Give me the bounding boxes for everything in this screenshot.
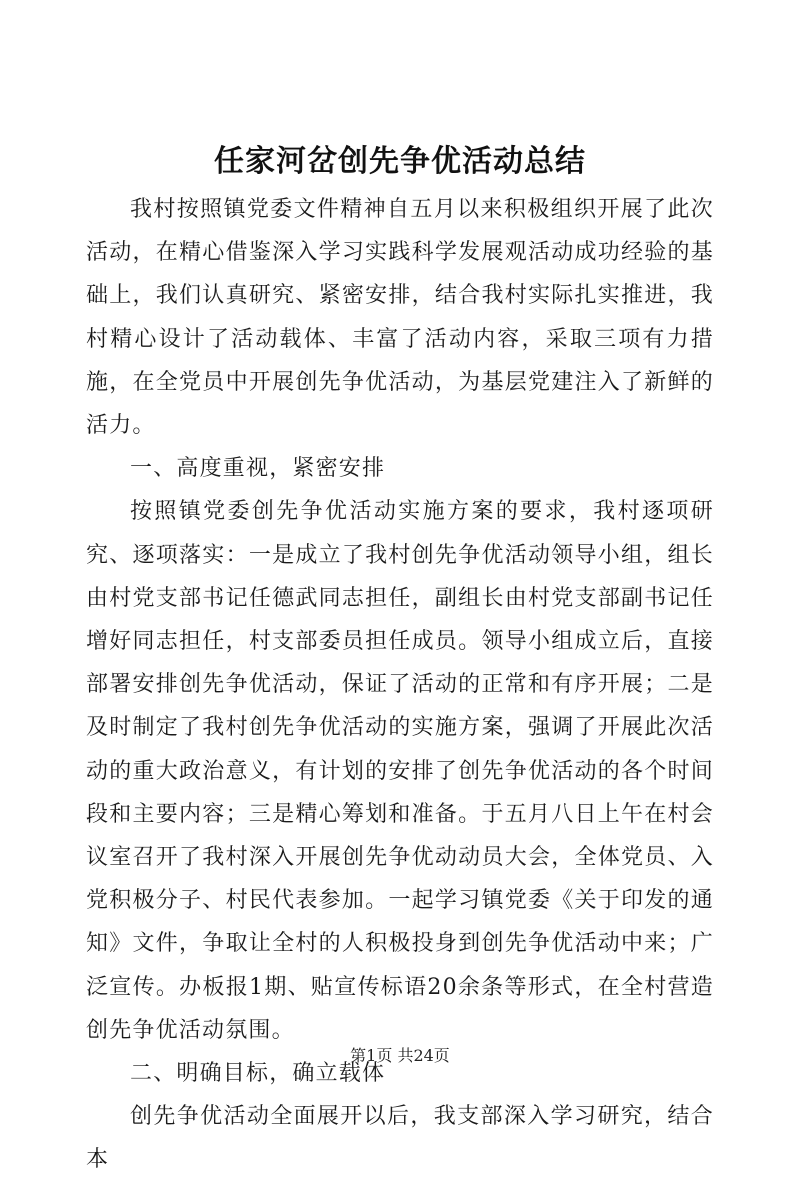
paragraph-intro: 我村按照镇党委文件精神自五月以来积极组织开展了此次活动，在精心借鉴深入学习实践科学发展观活动成功经验的基础上，我们认真研究、紧密安排，结合我村实际扎实推进，我村精心设计了活动载体、丰富了活动内容，采取三项有力措施，在全党员中开展创先争优活动，为基层党建注入了新鲜的活力。 — [86, 197, 714, 439]
document-title: 任家河岔创先争优活动总结 — [214, 144, 586, 179]
document-body — [86, 188, 714, 1182]
page-number-footer: 第1页 共24页 — [350, 1046, 450, 1065]
section-heading-1: 一、高度重视，紧密安排 — [130, 456, 386, 482]
section-heading-2: 二、明确目标，确立载体 — [130, 1061, 386, 1087]
paragraph-section-2: 创先争优活动全面展开以后，我支部深入学习研究，结合本 — [86, 1104, 714, 1173]
paragraph-section-1: 按照镇党委创先争优活动实施方案的要求，我村逐项研究、逐项落实：一是成立了我村创先争优活动领导小组，组长由村党支部书记任德武同志担任，副组长由村党支部副书记任增好同志担任，村支部委员担任成员。领导小组成立后，直接部署安排创先争优活动，保证了活动的正常和有序开展；二是及时制定了我村创先争优活动的实施方案，强调了开展此次活动的重大政治意义，有计划的安排了创先争优活动的各个时间段和主要内容；三是精心筹划和准备。于五月八日上午在村会议室召开了我村深入开展创先争优动动员大会，全体党员、入党积极分子、村民代表参加。一起学习镇党委《关于印发的通知》文件，争取让全村的人积极投身到创先争优活动中来；广泛宣传。办板报1期、贴宣传标语20余条等形式，在全村营造创先争优活动氛围。 — [86, 499, 714, 1043]
